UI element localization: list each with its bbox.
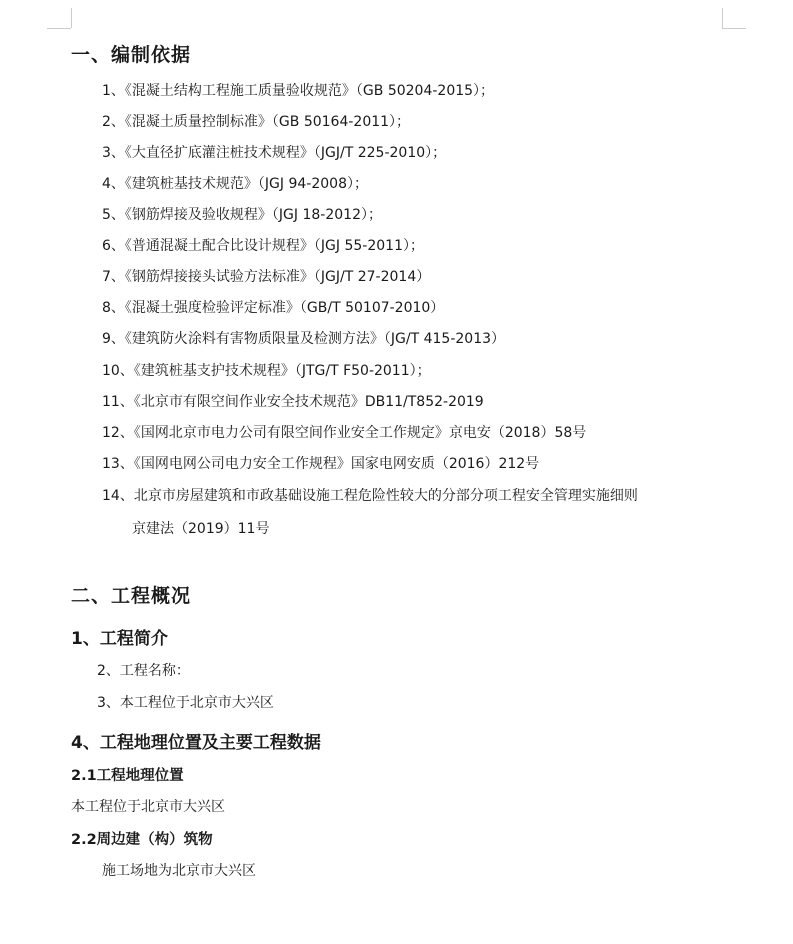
reference-item xyxy=(102,328,505,348)
section-heading-overview: 二、工程概况 xyxy=(71,585,192,607)
subsection-heading-geo-location: 2.1工程地理位置 xyxy=(71,768,184,784)
reference-number: 6、 xyxy=(102,238,125,254)
reference-number: 2、 xyxy=(102,114,125,130)
reference-item xyxy=(102,111,410,131)
reference-text: 《混凝土结构工程施工质量验收规范》（GB 50204-2015）； xyxy=(124,83,495,99)
reference-text: 《建筑防火涂料有害物质限量及检测方法》（JG/T 415-2013） xyxy=(124,331,506,347)
subsection-heading-surrounding-buildings: 2.2周边建（构）筑物 xyxy=(71,832,213,848)
reference-item xyxy=(102,204,382,224)
reference-text: 《建筑桩基技术规范》（JGJ 94-2008）； xyxy=(124,176,368,192)
reference-item xyxy=(102,360,431,380)
reference-number: 8、 xyxy=(102,300,125,316)
reference-item xyxy=(102,235,424,255)
intro-item-name: 2、工程名称： xyxy=(97,663,190,679)
reference-number: 7、 xyxy=(102,269,125,285)
reference-text: 《北京市有限空间作业安全技术规范》DB11/T852-2019 xyxy=(133,394,484,410)
reference-number: 1、 xyxy=(102,83,125,99)
reference-number: 3、 xyxy=(102,145,125,161)
reference-text: 《大直径扩底灌注桩技术规程》（JGJ/T 225-2010）； xyxy=(124,145,447,161)
reference-number: 12、 xyxy=(102,425,134,441)
reference-text: 《钢筋焊接接头试验方法标准》（JGJ/T 27-2014） xyxy=(124,269,431,285)
margin-corner-top-right xyxy=(722,28,746,29)
reference-number: 5、 xyxy=(102,207,125,223)
reference-number: 13、 xyxy=(102,456,134,472)
reference-number: 4、 xyxy=(102,176,125,192)
reference-item xyxy=(102,391,484,411)
reference-item xyxy=(102,453,539,473)
reference-item xyxy=(102,142,446,162)
intro-item-location: 3、本工程位于北京市大兴区 xyxy=(97,695,274,711)
subsection-heading-geo-data: 4、工程地理位置及主要工程数据 xyxy=(71,733,321,753)
surrounding-buildings-text: 施工场地为北京市大兴区 xyxy=(102,863,256,879)
reference-item xyxy=(102,422,586,442)
reference-item xyxy=(102,485,742,538)
reference-text: 《钢筋焊接及验收规程》（JGJ 18-2012）； xyxy=(124,207,382,223)
reference-text: 《建筑桩基支护技术规程》（JTG/T F50-2011）； xyxy=(133,363,431,379)
margin-corner-top-left-vertical xyxy=(71,8,72,28)
reference-item xyxy=(102,80,494,100)
reference-item xyxy=(102,266,430,286)
subsection-heading-intro: 1、工程简介 xyxy=(71,629,168,649)
reference-number: 11、 xyxy=(102,394,134,410)
margin-corner-top-left xyxy=(47,28,71,29)
margin-corner-top-right-vertical xyxy=(722,8,723,28)
reference-text: 《普通混凝土配合比设计规程》（JGJ 55-2011）； xyxy=(124,238,424,254)
reference-text: 《国网北京市电力公司有限空间作业安全工作规定》京电安（2018）58号 xyxy=(133,425,587,441)
reference-item xyxy=(102,173,368,193)
reference-text: 《混凝土质量控制标准》（GB 50164-2011）； xyxy=(124,114,411,130)
reference-text: 北京市房屋建筑和市政基础设施工程危险性较大的分部分项工程安全管理实施细则 xyxy=(133,488,638,504)
reference-text-continued: 京建法（2019）11号 xyxy=(132,521,270,537)
reference-text: 《国网电网公司电力安全工作规程》国家电网安质（2016）212号 xyxy=(133,456,540,472)
reference-text: 《混凝土强度检验评定标准》（GB/T 50107-2010） xyxy=(124,300,445,316)
reference-number: 9、 xyxy=(102,331,125,347)
reference-item xyxy=(102,297,444,317)
geo-location-text: 本工程位于北京市大兴区 xyxy=(71,799,225,815)
reference-number: 10、 xyxy=(102,363,134,379)
reference-number: 14、 xyxy=(102,488,134,504)
section-heading-basis: 一、编制依据 xyxy=(71,44,192,66)
